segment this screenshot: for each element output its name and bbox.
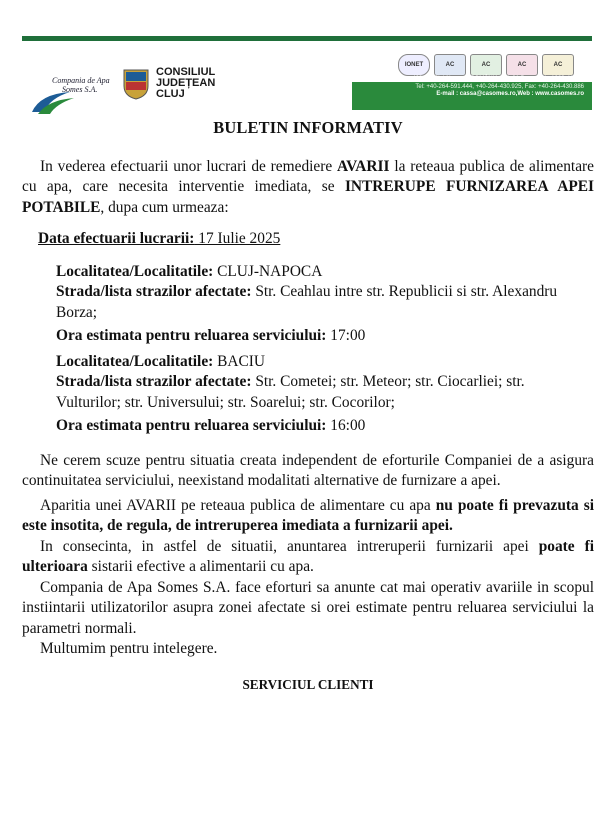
- location-block: Localitatea/Localitatile: BACIU Strada/lista strazilor afectate: Str. Cometei; str. Meteor; str. Ciocarliei; str. Vulturilor; str. Universului; str. Soarelui; str. Cocorilor; Ora estimata pentru reluarea serviciului: 16:00: [56, 352, 525, 434]
- certification-badge: IONET: [398, 54, 430, 76]
- consequence-paragraph: In consecinta, in astfel de situatii, anuntarea intreruperii furnizarii apei poate fi ulterioara sistarii efective a alimentarii cu apa.: [22, 537, 594, 575]
- county-council-name: CONSILIUL JUDEȚEAN CLUJ: [156, 66, 216, 100]
- company-paragraph: Compania de Apa Somes S.A. face eforturi sa anunte cat mai operativ avariile in scopul instiintarii utilizatorilor asupra zonei afectate si orei estimate pentru reluarea serviciului la parametri normali.: [22, 578, 594, 637]
- signature: SERVICIUL CLIENTI: [242, 676, 374, 692]
- avarie-paragraph: Aparitia unei AVARII pe reteaua publica de alimentare cu apa nu poate fi prevazuta si este insotita, de regula, de intreruperea imediata a furnizarii apei.: [22, 496, 594, 534]
- company-logo-text: Compania de Apa Somes S.A.: [52, 76, 110, 94]
- bulletin-body: [22, 118, 594, 695]
- letterhead: [22, 30, 592, 108]
- work-date-label: Data efectuarii lucrarii:: [38, 230, 195, 247]
- certification-badge: AC: [506, 54, 538, 76]
- apology-paragraph: Ne cerem scuze pentru situatia creata independent de eforturile Companiei de a asigura continuitatea serviciului, neexistand modalitati alternative de furnizare a apei.: [22, 451, 594, 489]
- page-title: BULETIN INFORMATIV: [213, 118, 403, 137]
- county-council-crest-icon: [122, 68, 150, 100]
- work-date: [38, 229, 594, 250]
- certification-badge: AC: [434, 54, 466, 76]
- company-contact-info: [412, 76, 584, 99]
- thanks-paragraph: Multumim pentru intelegere.: [40, 640, 218, 657]
- certification-badge: AC: [542, 54, 574, 76]
- intro-paragraph: In vederea efectuarii unor lucrari de remediere AVARII la reteaua publica de alimentare cu apa, care necesita interventie imediata, se INTRERUPE FURNIZAREA APEI POTABILE, dupa cum urmeaza:: [22, 157, 595, 216]
- location-block: Localitatea/Localitatile: CLUJ-NAPOCA Strada/lista strazilor afectate: Str. Ceahlau intre str. Republicii si str. Alexandru Borza; Ora estimata pentru reluarea serviciului: 17:00: [56, 262, 558, 344]
- company-phones: Tel: +40-264-591.444, +40-264-430.925, Fax: +40-264-430.886: [415, 83, 584, 90]
- certification-badge: AC: [470, 54, 502, 76]
- company-email-web: E-mail : cassa@casomes.ro,Web : www.casomes.ro: [436, 91, 584, 97]
- certification-badges: [398, 54, 574, 76]
- company-address: 400603 Cluj-Napoca, ROMÂNIA, Bd. 21 Decembrie 1989, Nr. 79: [412, 76, 584, 82]
- work-date-value: 17 Iulie 2025: [194, 230, 281, 247]
- header-band: [22, 36, 592, 41]
